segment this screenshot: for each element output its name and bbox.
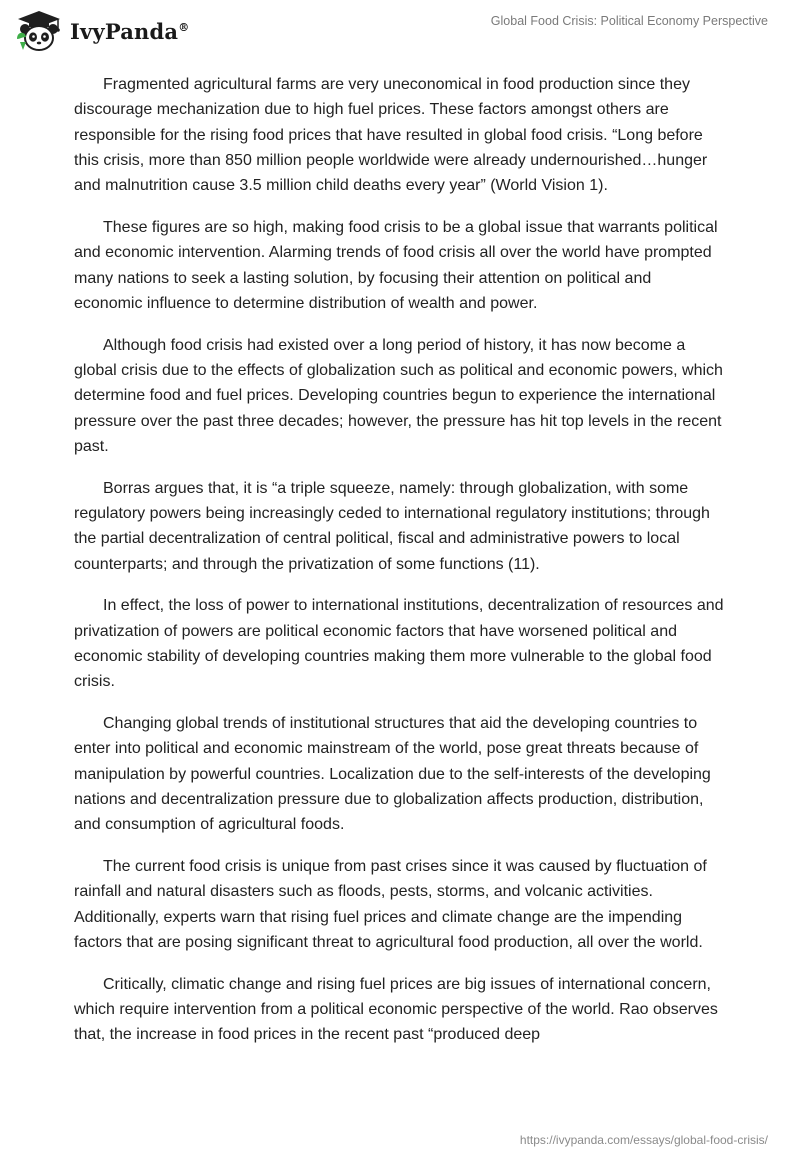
page-header bbox=[0, 0, 800, 64]
paragraph: These figures are so high, making food crisis to be a global issue that warrants political and economic intervention. Alarming trends of food crisis all over the world have prompted many nations to seek a lasting solution, by focusing their attention on political and economic influence to determine distribution of wealth and power. bbox=[74, 218, 718, 312]
paragraph: Fragmented agricultural farms are very uneconomical in food production since they discourage mechanization due to high fuel prices. These factors amongst others are responsible for the rising food prices that have resulted in global food crisis. “Long before this crisis, more than 850 million people worldwide were already undernourished…hunger and malnutrition cause 3.5 million child deaths every year” (World Vision 1). bbox=[74, 76, 708, 195]
source-url[interactable]: https://ivypanda.com/essays/global-food-crisis/ bbox=[519, 1133, 768, 1147]
paragraph: Changing global trends of institutional structures that aid the developing countries to enter into political and economic mainstream of the world, pose great threats because of manipulation by powerful countries. Localization due to the self-interests of the developing nations and decentralization pressure due to globalization affects production, distribution, and consumption of agricultural foods. bbox=[74, 715, 711, 834]
brand-name: IvyPanda® bbox=[70, 18, 190, 44]
essay-body bbox=[74, 72, 724, 1064]
panda-graduate-icon bbox=[14, 9, 64, 53]
document-title: Global Food Crisis: Political Economy Perspective bbox=[490, 14, 768, 28]
paragraph: In effect, the loss of power to international institutions, decentralization of resources and privatization of powers are political economic factors that have worsened political and economic stability of developing countries making them more vulnerable to the global food crisis. bbox=[74, 597, 724, 691]
ivypanda-logo[interactable] bbox=[14, 9, 189, 53]
paragraph: The current food crisis is unique from past crises since it was caused by fluctuation of rainfall and natural disasters such as floods, pests, storms, and volcanic activities. Additionally, experts warn that rising fuel prices and climate change are the impending factors that are posing significant threat to agricultural food production, all over the world. bbox=[74, 858, 707, 951]
paragraph: Although food crisis had existed over a long period of history, it has now become a global crisis due to the effects of globalization such as political and economic powers, which determine food and fuel prices. Developing countries begun to experience the international pressure over the past three decades; however, the pressure has hit top levels in the recent past. bbox=[74, 336, 723, 455]
paragraph: Borras argues that, it is “a triple squeeze, namely: through globalization, with some regulatory powers being increasingly ceded to international regulatory institutions; through the partial decentralization of central political, fiscal and administrative powers to local counterparts; and through the privatization of some functions (11). bbox=[74, 479, 710, 573]
paragraph: Critically, climatic change and rising fuel prices are big issues of international concern, which require intervention from a political economic perspective of the world. Rao observes that, the increase in food prices in the recent past “produced deep bbox=[74, 975, 718, 1044]
